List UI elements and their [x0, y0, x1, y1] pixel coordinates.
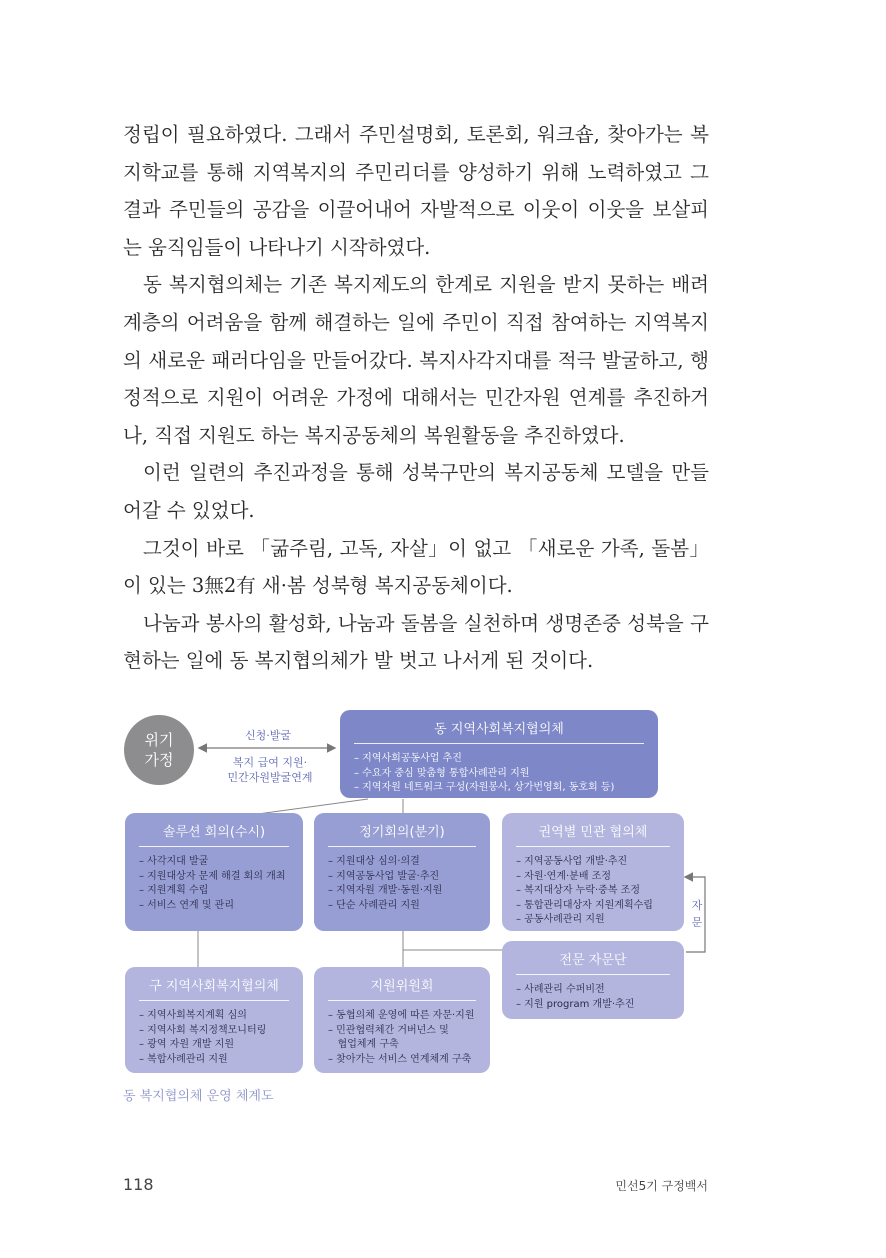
list-item: – 동협의체 운영에 따른 자문·지원 — [328, 1010, 475, 1021]
list-item: – 복지대상자 누락·중복 조정 — [516, 885, 640, 896]
paragraph: 정립이 필요하였다. 그래서 주민설명회, 토론회, 워크숍, 찾아가는 복지학교를 통해 지역복지의 주민리더를 양성하기 위해 노력하였고 그 결과 주민들의 공감을 이끌어내어 자발적으로 이웃이 이웃을 보살피는 움직임들이 나타나기 시작하였다. — [123, 123, 709, 259]
paragraph: 동 복지협의체는 기존 복지제도의 한계로 지원을 받지 못하는 배려계층의 어려움을 함께 해결하는 일에 주민이 직접 참여하는 지역복지의 새로운 패러다임을 만들어갔다. 복지사각지대를 적극 발굴하고, 행정적으로 지원이 어려운 가정에 대해서는 민간자원 연계를 추진하거나, 직접 지원도 하는 복지공동체의 복원활동을 추진하였다. — [123, 273, 709, 447]
list-item: – 자원·연계·분배 조정 — [516, 870, 611, 882]
paragraph: 나눔과 봉사의 활성화, 나눔과 돌봄을 실천하며 생명존중 성북을 구현하는 일에 동 복지협의체가 발 벗고 나서게 된 것이다. — [123, 611, 709, 673]
page-number: 118 — [123, 1175, 154, 1194]
gu-council-box — [125, 967, 303, 1073]
support-committee-title: 지원위원회 — [328, 975, 476, 1001]
list-item: – 지역사회공동사업 추진 — [354, 753, 462, 764]
expert-advisory-box — [502, 941, 684, 1019]
list-item: – 지원계획 수립 — [139, 885, 209, 896]
request-discover-label: 신청·발굴 — [244, 729, 291, 742]
dong-council-box — [340, 710, 658, 798]
crisis-family-label: 위기 가정 — [144, 731, 174, 769]
list-item: – 지역사회복지계획 심의 — [139, 1010, 247, 1021]
list-item: – 지역자원 개발·동원·지원 — [328, 885, 443, 896]
paragraph: 이런 일련의 추진과정을 통해 성북구만의 복지공동체 모델을 만들어갈 수 있었다. — [123, 461, 709, 522]
regional-council-title: 권역별 민관 협의체 — [516, 821, 670, 847]
list-item: – 지원대상 심의·의결 — [328, 856, 420, 867]
regular-meeting-box — [314, 813, 490, 931]
regional-council-box — [502, 813, 684, 931]
list-item: – 민관협력체간 거버넌스 및 — [328, 1024, 449, 1036]
crisis-family-circle — [124, 715, 194, 785]
body-text — [123, 116, 709, 680]
list-item: – 사각지대 발굴 — [139, 856, 209, 867]
list-item: – 지역공동사업 개발·추진 — [516, 856, 628, 867]
paragraph: 그것이 바로 「굶주림, 고독, 자살」이 없고 「새로운 가족, 돌봄」이 있는 3無2有 새·봄 성북형 복지공동체이다. — [123, 536, 709, 598]
list-item: – 찾아가는 서비스 연계체계 구축 — [328, 1053, 472, 1065]
list-item: – 광역 자원 개발 지원 — [139, 1039, 234, 1050]
list-item: – 수요자 중심 맞춤형 통합사례관리 지원 — [354, 767, 530, 779]
advice-label: 자 문 — [691, 899, 703, 929]
solution-meeting-box — [125, 813, 303, 931]
dong-council-title: 동 지역사회복지협의체 — [354, 718, 644, 744]
list-item: – 지역사회 복지정책모니터링 — [139, 1024, 267, 1036]
expert-advisory-title: 전문 자문단 — [516, 949, 670, 975]
list-item: – 단순 사례관리 지원 — [328, 899, 420, 911]
list-item: – 지원 program 개발·추진 — [516, 998, 635, 1010]
list-item: – 복합사례관리 지원 — [139, 1053, 228, 1065]
solution-meeting-title: 솔루션 회의(수시) — [139, 821, 289, 847]
figure-caption: 동 복지협의체 운영 체계도 — [123, 1089, 274, 1104]
support-committee-box — [314, 967, 490, 1073]
list-item: – 지원대상자 문제 해결 회의 개최 — [139, 870, 286, 882]
list-item: – 지역공동사업 발굴·추진 — [328, 870, 440, 882]
gu-council-title: 구 지역사회복지협의체 — [139, 975, 289, 1001]
list-item: – 서비스 연계 및 관리 — [139, 899, 234, 911]
list-item: – 통합관리대상자 지원계획수립 — [516, 899, 653, 911]
list-item: – 공동사례관리 지원 — [516, 914, 605, 925]
list-item: 협업체계 구축 — [328, 1039, 399, 1050]
org-chart — [120, 705, 710, 1085]
benefit-support-label: 복지 급여 지원· 민간자원발굴연계 — [227, 756, 313, 784]
list-item: – 지역자원 네트워크 구성(자원봉사, 상가번영회, 동호회 등) — [354, 782, 615, 793]
regular-meeting-title: 정기회의(분기) — [328, 821, 476, 847]
list-item: – 사례관리 수퍼비전 — [516, 984, 605, 995]
book-title: 민선5기 구정백서 — [615, 1179, 708, 1193]
